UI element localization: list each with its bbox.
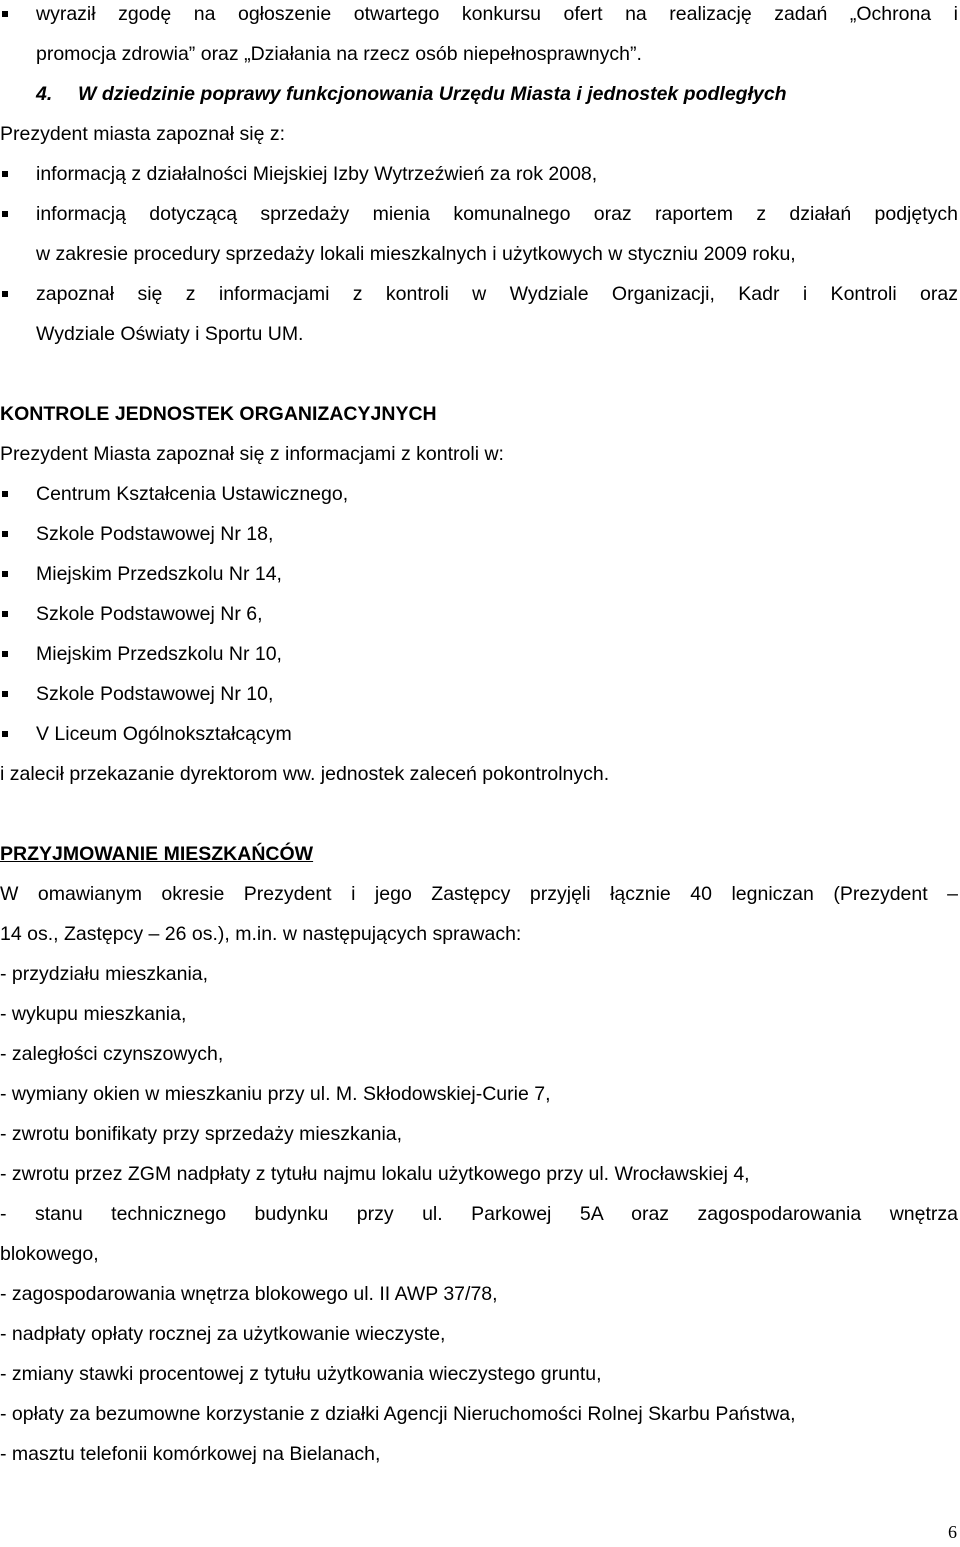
przyjmowanie-item-line-1: - stanu technicznego budynku przy ul. Parkowej 5A oraz zagospodarowania wnętrza (0, 1203, 958, 1225)
kontrole-item: Szkole Podstawowej Nr 10, (0, 674, 958, 714)
section-4-bullet-1: informacją z działalności Miejskiej Izby Wytrzeźwień za rok 2008, (0, 154, 958, 194)
przyjmowanie-item: - zwrotu bonifikaty przy sprzedaży mieszkania, (0, 1123, 403, 1145)
kontrole-closing: i zalecił przekazanie dyrektorom ww. jednostek zaleceń pokontrolnych. (0, 763, 610, 785)
section-4-number: 4. (36, 83, 53, 105)
przyjmowanie-item: - zaległości czynszowych, (0, 1043, 224, 1065)
przyjmowanie-item: - wymiany okien w mieszkaniu przy ul. M. Skłodowskiej-Curie 7, (0, 1083, 551, 1105)
przyjmowanie-heading: PRZYJMOWANIE MIESZKAŃCÓW (0, 843, 314, 865)
page-number: 6 (948, 1522, 957, 1542)
kontrole-item: Szkole Podstawowej Nr 18, (0, 514, 958, 554)
przyjmowanie-item: - nadpłaty opłaty rocznej za użytkowanie wieczyste, (0, 1323, 446, 1345)
section-4-bullet-2-line-2: w zakresie procedury sprzedaży lokali mieszkalnych i użytkowych w styczniu 2009 roku, (36, 243, 796, 265)
section-4-bullet-3-line-1: zapoznał się z informacjami z kontroli w Wydziale Organizacji, Kadr i Kontroli oraz (0, 274, 958, 314)
spacer (0, 354, 958, 394)
section-4-title (0, 74, 958, 114)
intro-bullet-line-1: wyraził zgodę na ogłoszenie otwartego konkursu ofert na realizację zadań „Ochrona i (0, 0, 958, 34)
kontrole-lead: Prezydent Miasta zapoznał się z informacjami z kontroli w: (0, 443, 504, 465)
przyjmowanie-item-line-2: blokowego, (0, 1243, 99, 1265)
przyjmowanie-item: - wykupu mieszkania, (0, 1003, 187, 1025)
kontrole-item: Miejskim Przedszkolu Nr 14, (0, 554, 958, 594)
przyjmowanie-item: - zagospodarowania wnętrza blokowego ul. II AWP 37/78, (0, 1283, 498, 1305)
kontrole-item: V Liceum Ogólnokształcącym (0, 714, 958, 754)
przyjmowanie-lead-line-2: 14 os., Zastępcy – 26 os.), m.in. w następujących sprawach: (0, 923, 522, 945)
section-4-bullet-3-line-2: Wydziale Oświaty i Sportu UM. (36, 323, 304, 345)
przyjmowanie-item: - masztu telefonii komórkowej na Bielanach, (0, 1443, 381, 1465)
section-4-lead: Prezydent miasta zapoznał się z: (0, 123, 286, 145)
przyjmowanie-item: - zmiany stawki procentowej z tytułu użytkowania wieczystego gruntu, (0, 1363, 602, 1385)
kontrole-item: Szkole Podstawowej Nr 6, (0, 594, 958, 634)
kontrole-item: Centrum Kształcenia Ustawicznego, (0, 474, 958, 514)
spacer (0, 794, 958, 834)
przyjmowanie-item: - zwrotu przez ZGM nadpłaty z tytułu najmu lokalu użytkowego przy ul. Wrocławskiej 4, (0, 1163, 750, 1185)
intro-bullet-line-2: promocja zdrowia” oraz „Działania na rzecz osób niepełnosprawnych”. (36, 43, 642, 65)
przyjmowanie-item: - przydziału mieszkania, (0, 963, 209, 985)
kontrole-heading: KONTROLE JEDNOSTEK ORGANIZACYJNYCH (0, 403, 437, 425)
section-4-title-text: W dziedzinie poprawy funkcjonowania Urzędu Miasta i jednostek podległych (78, 83, 787, 105)
przyjmowanie-lead-line-1: W omawianym okresie Prezydent i jego Zastępcy przyjęli łącznie 40 legniczan (Prezydent – (0, 883, 958, 905)
section-4-bullet-2-line-1: informacją dotyczącą sprzedaży mienia komunalnego oraz raportem z działań podjętych (0, 194, 958, 234)
kontrole-item: Miejskim Przedszkolu Nr 10, (0, 634, 958, 674)
przyjmowanie-item: - opłaty za bezumowne korzystanie z działki Agencji Nieruchomości Rolnej Skarbu Państwa, (0, 1403, 796, 1425)
